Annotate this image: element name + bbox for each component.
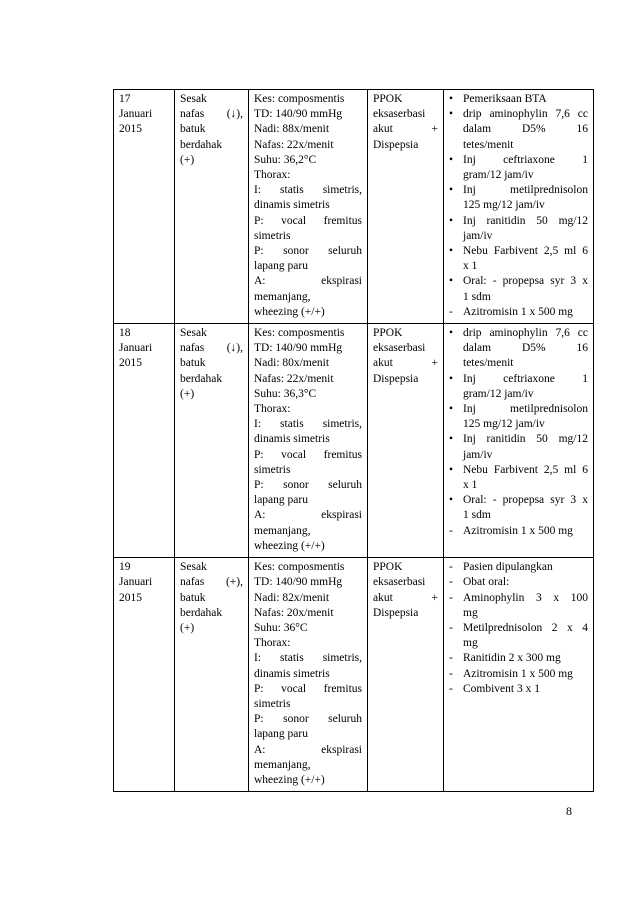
bullet-icon: • [449,184,454,197]
plan-item-text: mg [463,606,478,619]
objective-cell-line: TD: 140/90 mmHg [254,342,343,355]
plan-item [449,575,588,590]
date-cell [114,558,175,792]
plan-item [449,591,588,621]
plan-item [449,372,588,402]
date-cell-line: Januari [119,576,153,589]
plan-item-text: dalam D5% 16 [463,342,588,355]
objective-cell-line: P: sonor seluruh [254,245,362,258]
objective-cell-line: wheezing (+/+) [254,305,325,318]
objective-cell [249,558,368,792]
assessment-cell-line: PPOK [373,561,403,574]
objective-cell-line: Kes: composmentis [254,561,345,574]
dash-icon: - [449,561,453,574]
objective-cell-line: lapang paru [254,728,308,741]
objective-cell-line: Suhu: 36,3°C [254,387,317,400]
plan-list [449,326,588,539]
assessment-cell-line: eksaserbasi [373,342,426,355]
subjective-cell-line: (+) [180,621,195,634]
bullet-icon: • [449,275,454,288]
plan-item-text: Obat oral: [463,576,510,589]
plan-item-text: Nebu Farbivent 2,5 ml 6 [463,245,588,258]
subjective-cell-line: berdahak [180,372,223,385]
assessment-cell-line: PPOK [373,327,403,340]
bullet-icon: • [449,245,454,258]
plan-item-text: Azitromisin 1 x 500 mg [463,305,573,318]
assessment-cell-line: Dispepsia [373,372,419,385]
plan-item-text: Pasien dipulangkan [463,561,553,574]
objective-cell-line: P: vocal fremitus [254,448,362,461]
plan-item-text: 125 mg/12 jam/iv [463,199,545,212]
plan-item-text: mg [463,637,478,650]
objective-cell-line: dinamis simetris [254,667,330,680]
plan-item-text: Inj metilprednisolon [463,403,588,416]
plan-item [449,651,588,666]
objective-cell-line: memanjang, [254,290,311,303]
subjective-cell-line: (+) [180,153,195,166]
plan-item-text: Nebu Farbivent 2,5 ml 6 [463,463,588,476]
plan-item-text: Inj metilprednisolon [463,184,588,197]
plan-cell [444,90,594,324]
plan-item [449,183,588,213]
plan-item [449,560,588,575]
subjective-cell-line: Sesak [180,327,207,340]
date-cell [114,324,175,558]
objective-cell [249,324,368,558]
subjective-cell-line: nafas (+), [180,576,243,589]
bullet-icon: • [449,214,454,227]
bullet-icon: • [449,372,454,385]
plan-item [449,402,588,432]
plan-item-text: drip aminophylin 7,6 cc [463,327,588,340]
subjective-cell-line: batuk [180,591,206,604]
bullet-icon: • [449,153,454,166]
date-cell [114,90,175,324]
plan-item-text: Azitromisin 1 x 500 mg [463,524,573,537]
plan-item-text: 125 mg/12 jam/iv [463,418,545,431]
plan-item [449,463,588,493]
objective-cell-line: P: sonor seluruh [254,713,362,726]
objective-cell-line: wheezing (+/+) [254,773,325,786]
table-row [114,324,594,558]
objective-cell-line: simetris [254,697,291,710]
objective-cell-line: P: vocal fremitus [254,214,362,227]
plan-item-text: x 1 [463,479,478,492]
dash-icon: - [449,621,453,634]
date-cell-line: Januari [119,108,153,121]
page-number: 8 [566,804,572,818]
date-cell-line: Januari [119,342,153,355]
plan-item [449,107,588,153]
plan-item-text: Aminophylin 3 x 100 [463,591,588,604]
subjective-cell-line: batuk [180,357,206,370]
plan-item [449,153,588,183]
objective-cell-line: memanjang, [254,524,311,537]
objective-cell-line: lapang paru [254,260,308,273]
subjective-cell-line: Sesak [180,93,207,105]
objective-cell-line: simetris [254,229,291,242]
plan-item-text: drip aminophylin 7,6 cc [463,108,588,121]
plan-item-text: Inj ranitidin 50 mg/12 [463,214,588,227]
plan-item [449,326,588,372]
subjective-cell-line: berdahak [180,138,223,151]
objective-cell-line: Suhu: 36°C [254,621,308,634]
plan-item-text: gram/12 jam/iv [463,169,534,182]
plan-item [449,92,588,107]
plan-item-text: tetes/menit [463,138,514,151]
date-cell-line: 19 [119,561,131,574]
plan-item [449,682,588,697]
date-cell-line: 2015 [119,591,142,604]
plan-item-text: jam/iv [463,229,493,242]
objective-cell-line: Nadi: 80x/menit [254,357,330,370]
objective-cell [249,90,368,324]
plan-item [449,621,588,651]
progress-notes-body [114,90,594,792]
objective-cell-line: P: sonor seluruh [254,479,362,492]
objective-cell-line: dinamis simetris [254,199,330,212]
objective-cell-line: P: vocal fremitus [254,682,362,695]
objective-cell-line: Nafas: 22x/menit [254,372,334,385]
dash-icon: - [449,524,453,537]
bullet-icon: • [449,327,454,340]
dash-icon: - [449,667,453,680]
objective-cell-line: I: statis simetris, [254,418,362,431]
objective-cell-line: Nafas: 22x/menit [254,138,334,151]
progress-notes-table [113,89,594,792]
dash-icon: - [449,591,453,604]
assessment-cell-line: Dispepsia [373,138,419,151]
plan-cell [444,558,594,792]
subjective-cell [175,558,249,792]
bullet-icon: • [449,108,454,121]
objective-cell-line: Thorax: [254,403,291,416]
plan-item-text: Azitromisin 1 x 500 mg [463,667,573,680]
subjective-cell-line: batuk [180,123,206,136]
assessment-cell-line: akut + [373,357,438,370]
dash-icon: - [449,305,453,318]
subjective-cell-line: berdahak [180,606,223,619]
assessment-cell-line: Dispepsia [373,606,419,619]
plan-item-text: tetes/menit [463,357,514,370]
plan-item-text: Pemeriksaan BTA [463,93,547,105]
dash-icon: - [449,682,453,695]
assessment-cell-line: akut + [373,123,438,136]
assessment-cell-line: akut + [373,591,438,604]
plan-item-text: gram/12 jam/iv [463,387,534,400]
plan-item-text: jam/iv [463,448,493,461]
objective-cell-line: I: statis simetris, [254,652,362,665]
objective-cell-line: Suhu: 36,2°C [254,153,317,166]
assessment-cell [368,90,444,324]
assessment-cell [368,558,444,792]
plan-item [449,667,588,682]
bullet-icon: • [449,494,454,507]
subjective-cell-line: nafas (↓), [180,108,243,121]
plan-item-text: Ranitidin 2 x 300 mg [463,652,561,665]
plan-item-text: Inj ceftriaxone 1 [463,153,588,166]
subjective-cell-line: (+) [180,387,195,400]
plan-item [449,493,588,523]
objective-cell-line: Kes: composmentis [254,327,345,340]
subjective-cell-line: Sesak [180,561,207,574]
plan-item [449,305,588,320]
objective-cell-line: A: ekspirasi [254,743,362,756]
objective-cell-line: Thorax: [254,169,291,182]
plan-item-text: Oral: - propepsa syr 3 x [463,275,588,288]
plan-list [449,560,588,697]
table-row [114,90,594,324]
objective-cell-line: Nafas: 20x/menit [254,606,334,619]
plan-item-text: 1 sdm [463,509,491,522]
table-row [114,558,594,792]
objective-cell-line: dinamis simetris [254,433,330,446]
objective-cell-line: memanjang, [254,758,311,771]
bullet-icon: • [449,403,454,416]
plan-item-text: Metilprednisolon 2 x 4 [463,621,588,634]
assessment-cell-line: eksaserbasi [373,576,426,589]
bullet-icon: • [449,433,454,446]
objective-cell-line: TD: 140/90 mmHg [254,108,343,121]
subjective-cell [175,324,249,558]
assessment-cell [368,324,444,558]
objective-cell-line: I: statis simetris, [254,184,362,197]
plan-item [449,274,588,304]
objective-cell-line: lapang paru [254,494,308,507]
plan-item-text: Inj ranitidin 50 mg/12 [463,433,588,446]
plan-item-text: Combivent 3 x 1 [463,682,540,695]
plan-item [449,244,588,274]
plan-item [449,432,588,462]
plan-item-text: Oral: - propepsa syr 3 x [463,494,588,507]
bullet-icon: • [449,93,454,105]
objective-cell-line: A: ekspirasi [254,509,362,522]
objective-cell-line: wheezing (+/+) [254,539,325,552]
bullet-icon: • [449,463,454,476]
objective-cell-line: Nadi: 82x/menit [254,591,330,604]
subjective-cell [175,90,249,324]
assessment-cell-line: eksaserbasi [373,108,426,121]
plan-item-text: Inj ceftriaxone 1 [463,372,588,385]
objective-cell-line: A: ekspirasi [254,275,362,288]
plan-item [449,214,588,244]
subjective-cell-line: nafas (↓), [180,342,243,355]
date-cell-line: 18 [119,327,131,340]
date-cell-line: 2015 [119,123,142,136]
plan-item-text: 1 sdm [463,290,491,303]
plan-item-text: dalam D5% 16 [463,123,588,136]
dash-icon: - [449,576,453,589]
plan-list [449,92,588,320]
objective-cell-line: simetris [254,463,291,476]
objective-cell-line: TD: 140/90 mmHg [254,576,343,589]
objective-cell-line: Kes: composmentis [254,93,345,105]
date-cell-line: 17 [119,93,131,105]
objective-cell-line: Nadi: 88x/menit [254,123,330,136]
plan-cell [444,324,594,558]
dash-icon: - [449,652,453,665]
objective-cell-line: Thorax: [254,637,291,650]
plan-item-text: x 1 [463,260,478,273]
date-cell-line: 2015 [119,357,142,370]
assessment-cell-line: PPOK [373,93,403,105]
plan-item [449,524,588,539]
